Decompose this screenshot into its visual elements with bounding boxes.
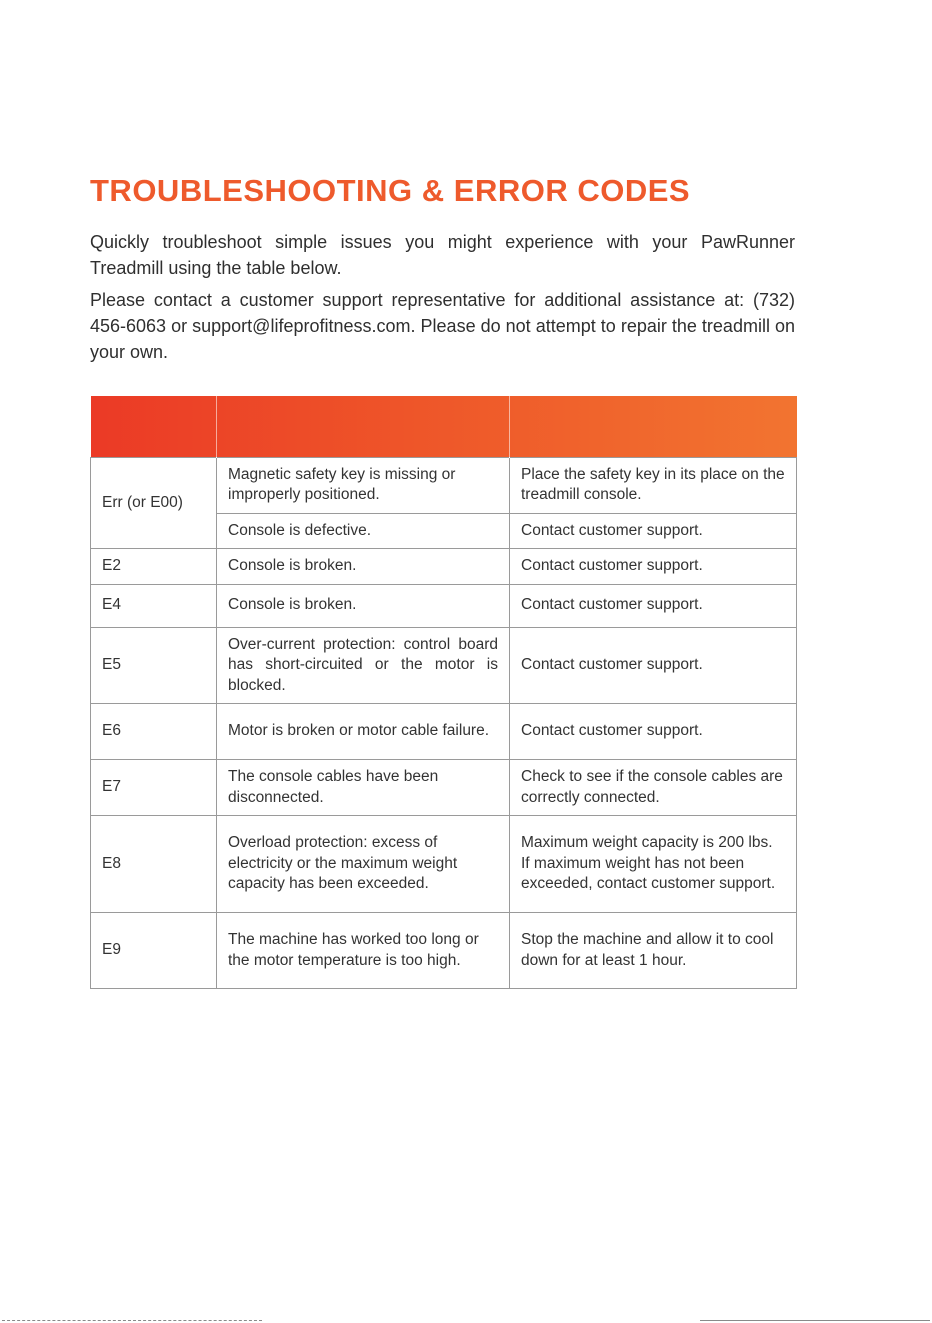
error-code-cell: E9 <box>91 913 217 989</box>
cause-cell: Console is defective. <box>217 513 510 549</box>
error-code-cell: E2 <box>91 549 217 585</box>
crop-mark-left <box>2 1320 262 1322</box>
cause-cell: Motor is broken or motor cable failure. <box>217 704 510 760</box>
contact-paragraph: Please contact a customer support representative for additional assistance at: (732) 456-6063 or support@lifeprofitness.com. Please do not attempt to repair the treadmill on your own. <box>90 290 795 362</box>
solution-cell: Contact customer support. <box>510 627 797 704</box>
crop-mark-right <box>700 1320 930 1322</box>
error-codes-table <box>90 396 797 989</box>
page-crop-marks <box>0 1318 932 1323</box>
cause-cell: Console is broken. <box>217 584 510 627</box>
header-code-cell <box>91 396 217 457</box>
error-code-cell: E7 <box>91 760 217 816</box>
table-row <box>91 584 797 627</box>
solution-cell: Stop the machine and allow it to cool down for at least 1 hour. <box>510 913 797 989</box>
page-title: TROUBLESHOOTING & ERROR CODES <box>90 173 691 208</box>
table-row <box>91 549 797 585</box>
table-row <box>91 913 797 989</box>
table-row <box>91 816 797 913</box>
solution-cell: Contact customer support. <box>510 584 797 627</box>
table-row <box>91 457 797 513</box>
error-code-cell: Err (or E00) <box>91 457 217 549</box>
error-code-cell: E4 <box>91 584 217 627</box>
solution-cell: Contact customer support. <box>510 513 797 549</box>
cause-cell: Overload protection: excess of electricity or the maximum weight capacity has been exceeded. <box>217 816 510 913</box>
cause-cell: Magnetic safety key is missing or improperly positioned. <box>217 457 510 513</box>
table-row <box>91 627 797 704</box>
solution-cell: Contact customer support. <box>510 704 797 760</box>
error-code-cell: E6 <box>91 704 217 760</box>
solution-cell: Maximum weight capacity is 200 lbs. If maximum weight has not been exceeded, contact customer support. <box>510 816 797 913</box>
header-cause-cell <box>217 396 510 457</box>
table-row <box>91 704 797 760</box>
solution-cell: Check to see if the console cables are correctly connected. <box>510 760 797 816</box>
cause-cell: The console cables have been disconnected. <box>217 760 510 816</box>
table-row <box>91 760 797 816</box>
intro-paragraph: Quickly troubleshoot simple issues you might experience with your PawRunner Treadmill using the table below. <box>90 232 795 278</box>
error-code-cell: E8 <box>91 816 217 913</box>
solution-cell: Place the safety key in its place on the treadmill console. <box>510 457 797 513</box>
cause-cell: Over-current protection: control board has short-circuited or the motor is blocked. <box>217 627 510 704</box>
table-header-row <box>91 396 797 457</box>
header-solution-cell <box>510 396 797 457</box>
error-code-cell: E5 <box>91 627 217 704</box>
cause-cell: Console is broken. <box>217 549 510 585</box>
solution-cell: Contact customer support. <box>510 549 797 585</box>
cause-cell: The machine has worked too long or the motor temperature is too high. <box>217 913 510 989</box>
